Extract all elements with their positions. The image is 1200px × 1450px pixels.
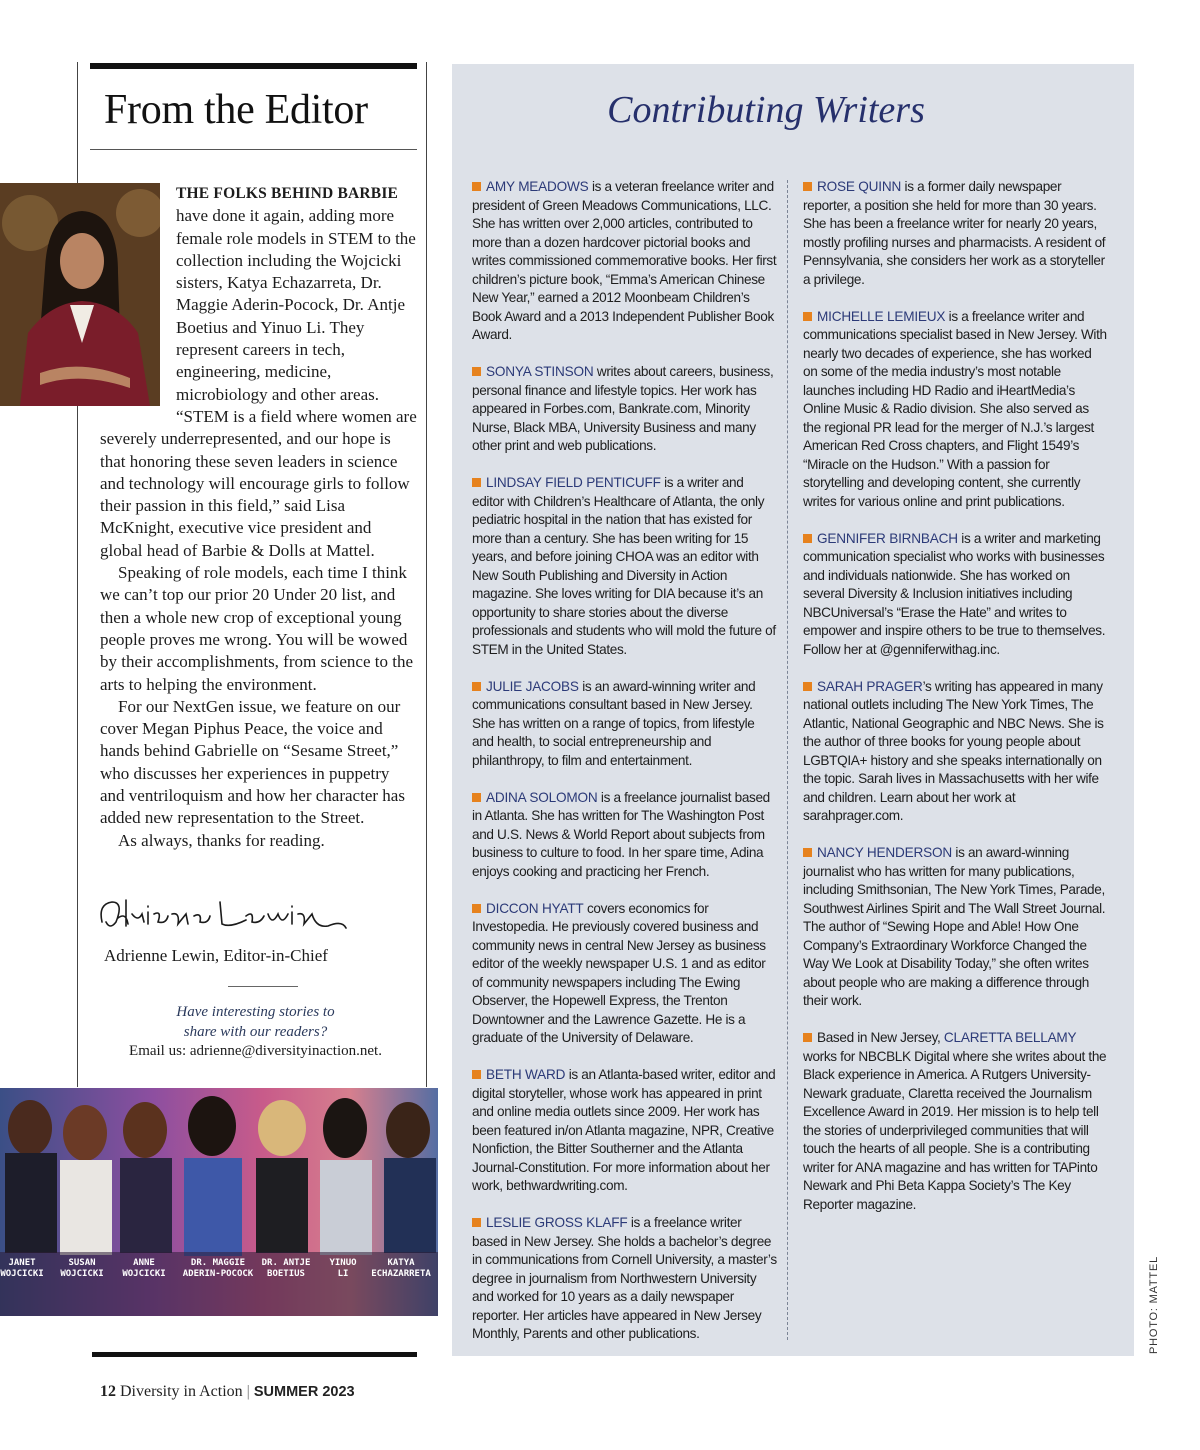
writer-name: JULIE JACOBS xyxy=(486,678,579,694)
writer-bio-text: is a writer and editor with Children’s Healthcare of Atlanta, the only pediatric hospital in the nation that has existed for more than a century. She has been writing for 15 years, and before joining CHOA was an editor with New South Publishing and Diversity in Action magazine. She loves writing for DIA because it’s an opportunity to share stories about the diverse professionals and students who will mold the future of STEM in the United States. xyxy=(472,475,776,657)
lead-in: THE FOLKS BEHIND BARBIE xyxy=(176,185,399,202)
writer-bio-text: is a freelance writer and communications specialist based in New Jersey. With nearly two decades of experience, she has worked on some of the media industry’s most notable launches including HD Radio and iHeartMedia’s Online Music & Radio division. She also served as the regional PR lead for the merger of N.J.’s largest American Red Cross chapters, and Flight 1549’s “Miracle on the Hudson.” With a passion for storytelling and developing content, she currently writes for various online and print publications. xyxy=(803,308,1107,509)
writer-name: ADINA SOLOMON xyxy=(486,789,598,805)
writer-bio-text: is a writer and marketing communication specialist who works with businesses and individuals nationwide. She has worked on several Diversity & Inclusion initiatives including NBCUniversal’s “Erase the Hate” and writes to empower and inspire others to be true to themselves. Follow her at @genniferwithag.inc. xyxy=(803,530,1106,657)
page-title: From the Editor xyxy=(104,87,368,133)
contact-email: Email us: adrienne@diversityinaction.net. xyxy=(129,1043,382,1059)
column-divider xyxy=(787,180,788,1340)
letter-paragraph-2: Speaking of role models, each time I think we can’t top our prior 20 Under 20 list, and then a whole new crop of exceptional young people proves me wrong. You will be wowed by their accomplishments, from science to the arts to helping the environment. xyxy=(100,563,413,694)
writer-bio xyxy=(803,308,1109,512)
writers-column-left xyxy=(472,178,778,1362)
stories-prompt xyxy=(100,1002,411,1042)
writer-name: ROSE QUINN xyxy=(817,179,902,194)
stories-line-2: share with our readers? xyxy=(183,1024,328,1040)
doll-label: JANET WOJCICKI xyxy=(0,1258,44,1279)
doll-label: YINUO LI xyxy=(329,1258,357,1279)
writer-bio xyxy=(803,1029,1109,1214)
paragraph-text: have done it again, adding more female role models in STEM to the collection including the Wojcicki sisters, Katya Echazarreta, Dr. Maggie Aderin-Pocock, Dr. Antje Boetius and Yinuo Li. They represent careers in tech, engineering, medicine, microbiology and other areas. “STEM is a field where women are severely underrepresented, and our hope is that honoring these seven leaders in science and technology will encourage girls to follow their passion in this field,” said Lisa McKnight, executive vice president and global head of Barbie & Dolls at Mattel. xyxy=(100,206,417,560)
writer-bio xyxy=(472,1066,778,1196)
writer-bio xyxy=(803,178,1109,289)
editor-name: Adrienne Lewin, Editor-in-Chief xyxy=(104,946,328,965)
writer-bio-text: is an Atlanta-based writer, editor and digital storyteller, whose work has appeared in print and online media outlets since 2009. Her work has been featured in/on Atlanta magazine, NPR, Creative Nonfiction, the Bitter Southerner and the Atlanta Journal-Constitution. For more information about her work, bethwardwriting.com. xyxy=(472,1067,776,1193)
writer-bio-text: works for NBCBLK Digital where she writes about the Black experience in America. A Rutgers University-Newark graduate, Claretta received the Journalism Excellence Award in 2019. Her mission is to help tell the stories of underprivileged communities that will touch the hearts of all people. She is a contributing writer for ANA magazine and has written for TAPinto Newark and Phi Beta Kappa Society’s The Key Reporter magazine. xyxy=(803,1048,1107,1212)
writer-name: DICCON HYATT xyxy=(486,900,584,916)
bottom-rule xyxy=(92,1352,417,1357)
writer-bio-text: is a freelance writer based in New Jersey. She holds a bachelor’s degree in communications from Cornell University, a master’s degree in journalism from Northwestern University and worked for 10 years as a daily newspaper reporter. Her articles have appeared in New Jersey Monthly, Parents and other publications. xyxy=(472,1215,777,1341)
bullet-square-icon xyxy=(803,182,812,191)
stories-line-1: Have interesting stories to xyxy=(176,1004,335,1020)
writer-bio-prefix: Based in New Jersey, xyxy=(817,1030,944,1045)
bullet-square-icon xyxy=(803,312,812,321)
writer-name: GENNIFER BIRNBACH xyxy=(817,530,958,546)
writer-bio-text: is a freelance journalist based in Atlanta. She has written for The Washington Post and U.S. News & World Report about subjects from business to culture to food. In her spare time, Adina enjoys cooking and practicing her French. xyxy=(472,789,770,879)
bullet-square-icon xyxy=(472,682,481,691)
writer-name: AMY MEADOWS xyxy=(486,179,589,194)
writer-name: MICHELLE LEMIEUX xyxy=(817,308,946,324)
handwritten-signature xyxy=(96,892,356,942)
issue-name: SUMMER 2023 xyxy=(253,1384,355,1400)
writer-bio xyxy=(472,474,778,659)
writer-bio xyxy=(472,789,778,882)
page-footer xyxy=(100,1383,355,1401)
doll-label: DR. ANTJE BOETIUS xyxy=(261,1258,311,1279)
writer-bio xyxy=(803,844,1109,1011)
page-number: 12 xyxy=(100,1383,116,1400)
column-rule-right xyxy=(426,62,427,1087)
bullet-square-icon xyxy=(472,1070,481,1079)
bullet-square-icon xyxy=(803,682,812,691)
bullet-square-icon xyxy=(472,478,481,487)
writer-bio-text: is an award-winning writer and communications consultant based in New Jersey. She has written on a range of topics, from lifestyle and health, to social entrepreneurship and philanthropy, to film and entertainment. xyxy=(472,678,756,768)
photo-credit: PHOTO: MATTEL xyxy=(1148,1255,1160,1354)
writer-name: LINDSAY FIELD PENTICUFF xyxy=(486,475,661,490)
writer-bio-text: ’s writing has appeared in many national outlets including The New York Times, The Atlantic, National Geographic and NBC News. She is the author of three books for young people about LGBTQIA+ history and she speaks internationally on the topic. Sarah lives in Massachusetts with her wife and children. Learn about her work at sarahprager.com. xyxy=(803,678,1104,823)
writer-bio xyxy=(472,678,778,771)
bullet-square-icon xyxy=(803,534,812,543)
doll-label: KATYA ECHAZARRETA xyxy=(371,1258,431,1279)
magazine-name: Diversity in Action xyxy=(120,1383,243,1400)
writer-bio-text: is a veteran freelance writer and president of Green Meadows Communications, LLC. She has written over 2,000 articles, contributed to more than a dozen hardcover pictorial books and writes commissioned commemorative books. Her first children’s picture book, “Emma’s American Chinese New Year,” earned a 2012 Moonbeam Children’s Book Award and a 2013 Independent Publisher Book Award. xyxy=(472,179,777,342)
photo-wrap-spacer xyxy=(100,182,176,422)
writer-bio-text: is a former daily newspaper reporter, a position she held for more than 30 years. She has been a freelance writer for nearly 20 years, mostly profiling nurses and pharmacists. A resident of Pennsylvania, she considers her work as a storyteller a privilege. xyxy=(803,179,1106,287)
writer-name: NANCY HENDERSON xyxy=(817,845,952,860)
writer-name: SONYA STINSON xyxy=(486,364,594,379)
doll-label: SUSAN WOJCICKI xyxy=(60,1258,104,1279)
writer-bio-text: is an award-winning journalist who has written for many publications, including Smithsonian, The New York Times, Parade, Southwest Airlines Spirit and The Wall Street Journal. The author of “Sewing Hope and Able! How One Company’s Extraordinary Workforce Changed the Way We Look at Disability Today,” she often writes about people who are making a difference through their work. xyxy=(803,845,1106,1008)
editor-letter xyxy=(100,182,418,852)
letter-paragraph-3: For our NextGen issue, we feature on our cover Megan Piphus Peace, the voice and hands behind Gabrielle on “Sesame Street,” who discusses her experiences in puppetry and ventriloquism and how her character has added new representation to the Street. xyxy=(100,696,405,828)
writer-name: SARAH PRAGER xyxy=(817,678,923,694)
writer-bio xyxy=(472,900,778,1048)
writer-bio-text: covers economics for Investopedia. He previously covered business and community news in central New Jersey as business editor of the weekly newspaper U.S. 1 and as editor of community newspapers including The Ewing Observer, the Hopewell Express, the Trenton Downtowner and the Lawrence Gazette. He is a graduate of the University of Delaware. xyxy=(472,900,766,1045)
top-rule xyxy=(90,63,417,69)
doll-label: DR. MAGGIE ADERIN-POCOCK xyxy=(182,1258,254,1279)
bullet-square-icon xyxy=(472,904,481,913)
writer-bio xyxy=(472,1214,778,1344)
writer-name: BETH WARD xyxy=(486,1067,566,1082)
writer-name: LESLIE GROSS KLAFF xyxy=(486,1215,628,1230)
bullet-square-icon xyxy=(803,1033,812,1042)
writer-bio-text: writes about careers, business, personal finance and lifestyle topics. Her work has appeared in Forbes.com, Bankrate.com, Minority Nurse, Black MBA, University Business and many other print and web publications. xyxy=(472,364,774,453)
doll-label-strip xyxy=(0,1252,438,1316)
bullet-square-icon xyxy=(803,848,812,857)
bullet-square-icon xyxy=(472,367,481,376)
bullet-square-icon xyxy=(472,793,481,802)
writer-bio xyxy=(803,678,1109,826)
writer-name: CLARETTA BELLAMY xyxy=(943,1030,1077,1045)
title-rule xyxy=(90,149,417,150)
footer-separator: | xyxy=(246,1383,250,1400)
writer-bio xyxy=(803,530,1109,660)
writer-bio xyxy=(472,363,778,456)
writer-bio xyxy=(472,178,778,345)
writers-column-right xyxy=(803,178,1109,1233)
divider xyxy=(228,986,298,987)
barbie-dolls-photo xyxy=(0,1088,438,1316)
contributors-title: Contributing Writers xyxy=(607,89,925,131)
letter-paragraph-4: As always, thanks for reading. xyxy=(118,830,325,850)
bullet-square-icon xyxy=(472,1218,481,1227)
doll-label: ANNE WOJCICKI xyxy=(122,1258,166,1279)
bullet-square-icon xyxy=(472,182,481,191)
